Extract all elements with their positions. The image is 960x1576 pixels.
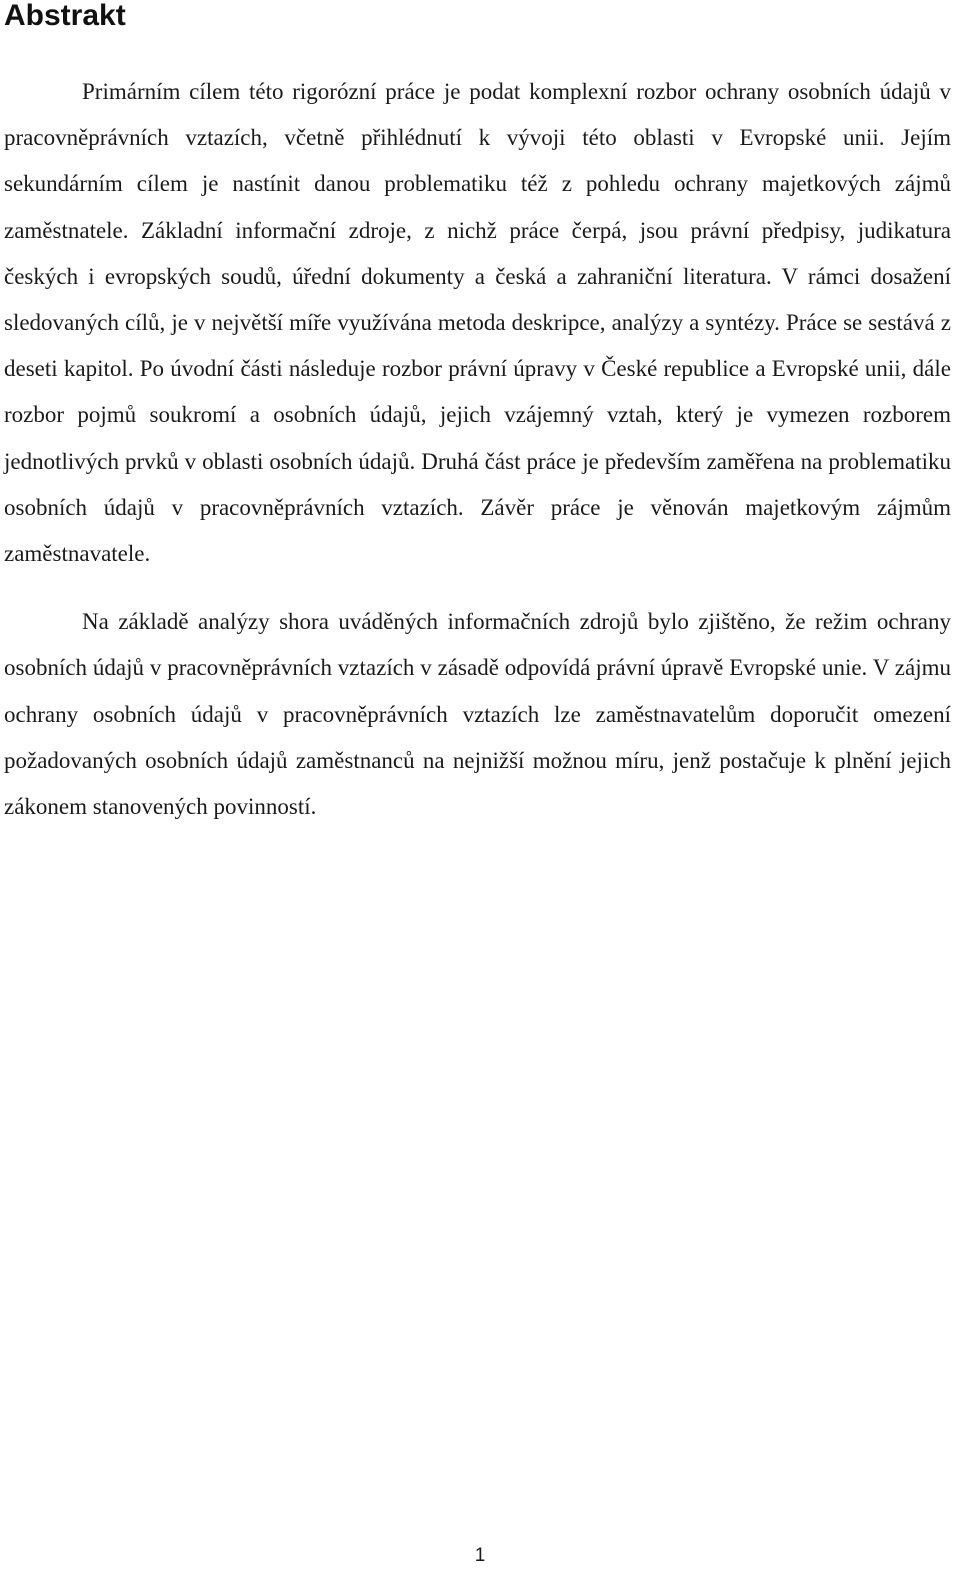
abstract-paragraph-2: Na základě analýzy shora uváděných informačních zdrojů bylo zjištěno, že režim ochrany osobních údajů v pracovněprávních vztazích v zásadě odpovídá právní úpravě Evropské unie. V zájmu ochrany osobních údajů v pracovněprávních vztazích lze zaměstnavatelům doporučit omezení požadovaných osobních údajů zaměstnanců na nejnižší možnou míru, jenž postačuje k plnění jejich zákonem stanovených povinností. — [4, 609, 951, 820]
page-title: Abstrakt — [4, 0, 126, 32]
abstract-body — [4, 69, 951, 830]
page-number: 1 — [474, 1545, 486, 1566]
abstract-paragraph-1: Primárním cílem této rigorózní práce je podat komplexní rozbor ochrany osobních údajů v pracovněprávních vztazích, včetně přihlédnutí k vývoji této oblasti v Evropské unii. Jejím sekundárním cílem je nastínit danou problematiku též z pohledu ochrany majetkových zájmů zaměstnatele. Základní informační zdroje, z nichž práce čerpá, jsou právní předpisy, judikatura českých i evropských soudů, úřední dokumenty a česká a zahraniční literatura. V rámci dosažení sledovaných cílů, je v největší míře využívána metoda deskripce, analýzy a syntézy. Práce se sestává z deseti kapitol. Po úvodní části následuje rozbor právní úpravy v České republice a Evropské unii, dále rozbor pojmů soukromí a osobních údajů, jejich vzájemný vztah, který je vymezen rozborem jednotlivých prvků v oblasti osobních údajů. Druhá část práce je především zaměřena na problematiku osobních údajů v pracovněprávních vztazích. Závěr práce je věnován majetkovým zájmům zaměstnavatele. — [4, 79, 951, 567]
